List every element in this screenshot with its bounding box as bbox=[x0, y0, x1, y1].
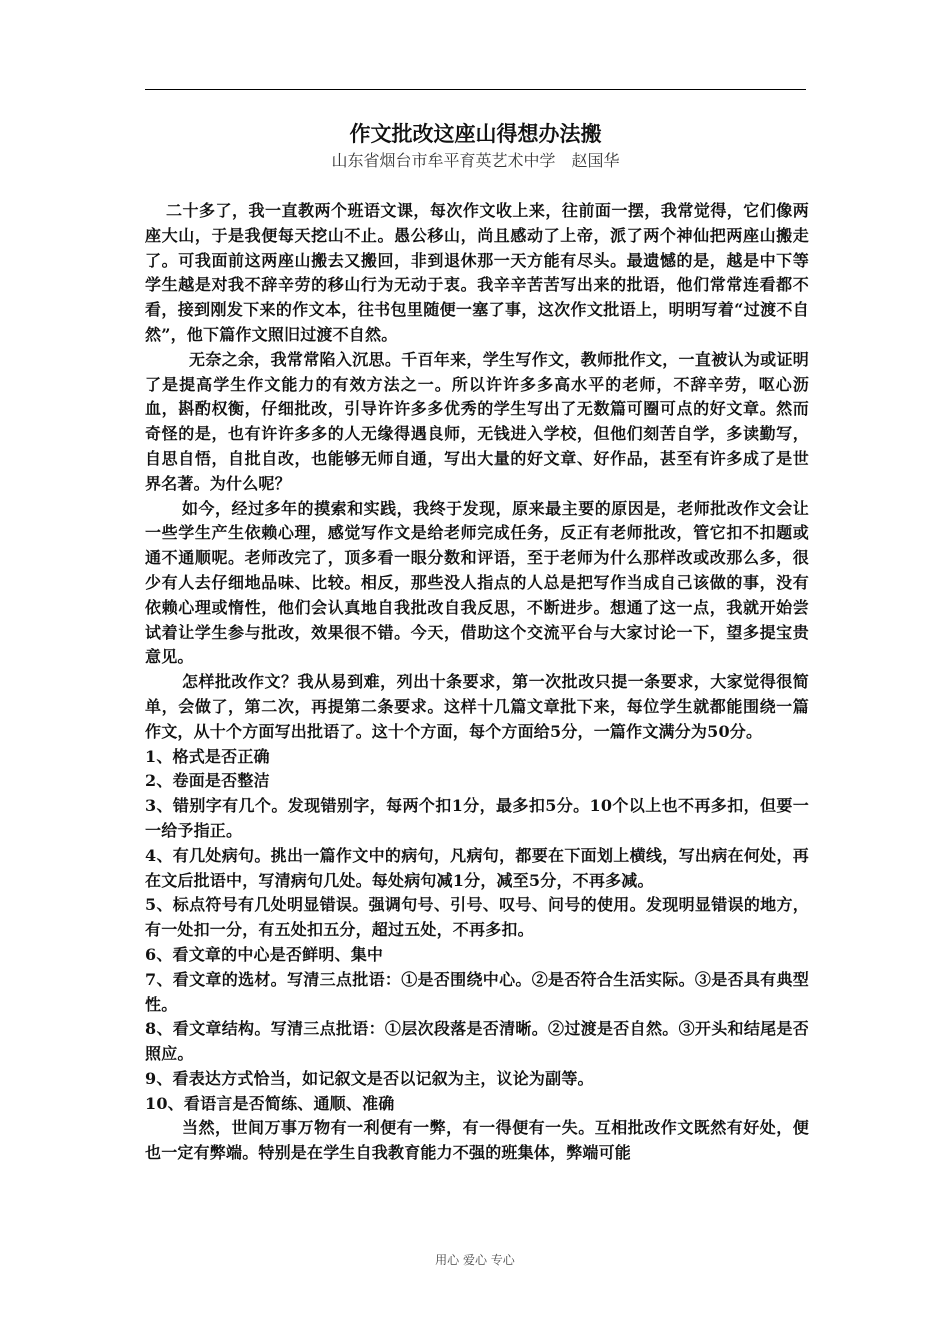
header-rule bbox=[145, 89, 806, 90]
criteria-item: 7、看文章的选材。写清三点批语：①是否围绕中心。②是否符合生活实际。③是否具有典型性。 bbox=[145, 969, 809, 1014]
criteria-item: 1、格式是否正确 bbox=[145, 746, 270, 766]
criteria-item: 2、卷面是否整洁 bbox=[145, 771, 270, 791]
closing-paragraph: 当然，世间万事万物有一利便有一弊，有一得便有一失。互相批改作文既然有好处，便也一定有弊端。特别是在学生自我教育能力不强的班集体，弊端可能 bbox=[145, 1118, 809, 1163]
paragraph: 无奈之余，我常常陷入沉思。千百年来，学生写作文，教师批作文，一直被认为或证明了是提高学生作文能力的有效方法之一。所以许许多多高水平的老师，不辞辛劳，呕心沥血，斟酌权衡，仔细批改，引导许许多多优秀的学生写出了无数篇可圈可点的好文章。然而奇怪的是，也有许许多多的人无缘得遇良师，无钱进入学校，但他们刻苦自学，多读勤写，自思自悟，自批自改，也能够无师自通，写出大量的好文章、好作品，甚至有许多成了是世界名著。为什么呢？ bbox=[145, 349, 809, 493]
paragraph: 如今，经过多年的摸索和实践，我终于发现，原来最主要的原因是，老师批改作文会让一些学生产生依赖心理，感觉写作文是给老师完成任务，反正有老师批改，管它扣不扣题或通不通顺呢。老师改完了，顶多看一眼分数和评语，至于老师为什么那样改或改那么多，很少有人去仔细地品味、比较。相反，那些没人指点的人总是把写作当成自己该做的事，没有依赖心理或惰性，他们会认真地自我批改自我反思，不断进步。想通了这一点，我就开始尝试着让学生参与批改，效果很不错。今天，借助这个交流平台与大家讨论一下，望多提宝贵意见。 bbox=[145, 498, 809, 667]
criteria-item: 6、看文章的中心是否鲜明、集中 bbox=[145, 944, 384, 964]
document-title: 作文批改这座山得想办法搬 bbox=[349, 121, 602, 146]
paragraph: 怎样批改作文？我从易到难，列出十条要求，第一次批改只提一条要求，大家觉得很简单，会做了，第二次，再提第二条要求。这样十几篇文章批下来，每位学生就都能围绕一篇作文，从十个方面写出批语了。这十个方面，每个方面给5分，一篇作文满分为50分。 bbox=[145, 672, 809, 741]
criteria-item: 5、标点符号有几处明显错误。强调句号、引号、叹号、问号的使用。发现明显错误的地方，有一处扣一分，有五处扣五分，超过五处，不再多扣。 bbox=[145, 895, 809, 940]
criteria-item: 3、错别字有几个。发现错别字，每两个扣1分，最多扣5分。10个以上也不再多扣，但要一一给予指正。 bbox=[145, 796, 809, 840]
author-name: 赵国华 bbox=[571, 151, 620, 170]
criteria-item: 8、看文章结构。写清三点批语：①层次段落是否清晰。②过渡是否自然。③开头和结尾是否照应。 bbox=[145, 1019, 809, 1064]
paragraph: 二十多了，我一直教两个班语文课，每次作文收上来，往前面一摆，我常觉得，它们像两座大山，于是我便每天挖山不止。愚公移山，尚且感动了上帝，派了两个神仙把两座山搬走了。可我面前这两座山搬去又搬回，非到退休那一天方能有尽头。最遗憾的是，越是中下等学生越是对我不辞辛劳的移山行为无动于衷。我辛辛苦苦写出来的批语，他们常常连看都不看，接到刚发下来的作文本，往书包里随便一塞了事，这次作文批语上，明明写着“过渡不自然”，他下篇作文照旧过渡不自然。 bbox=[145, 201, 809, 344]
author-school: 山东省烟台市牟平育英艺术中学 bbox=[331, 151, 556, 170]
page-footer: 用心 爱心 专心 bbox=[435, 1253, 515, 1267]
author-byline bbox=[145, 149, 806, 173]
criteria-item: 9、看表达方式恰当，如记叙文是否以记叙为主，议论为副等。 bbox=[145, 1068, 594, 1088]
criteria-item: 4、有几处病句。挑出一篇作文中的病句，凡病句，都要在下面划上横线，写出病在何处，再在文后批语中，写清病句几处。每处病句减1分，减至5分，不再多减。 bbox=[145, 845, 809, 890]
article-body bbox=[145, 199, 809, 1166]
criteria-item: 10、看语言是否简练、通顺、准确 bbox=[145, 1093, 395, 1113]
